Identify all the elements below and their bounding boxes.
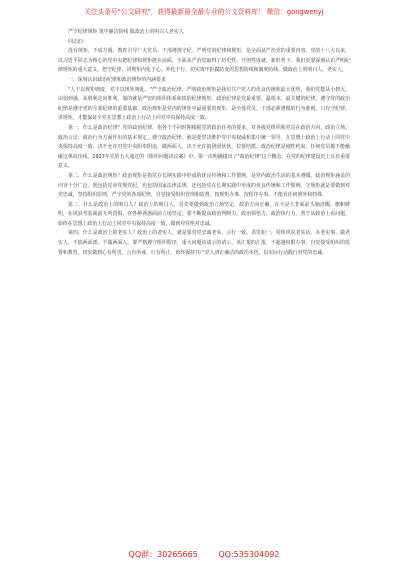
paragraph: 没有规矩，不成方圆。教育引导广大党员、干部遵规守纪，严明党的纪律和规矩，是全面从严治党的重要内容。党的十八大以来，以习近平同志为核心的党中央把纪律和规矩挺在前面，全面从严治党取得了历史性、开创性成就。新形势下，我们更要深刻认识严明纪律规矩的重大意义，把守纪律、讲规矩内化于心、外化于行，切实筑牢拒腐防变的思想防线和制度防线，做政治上的明白人、老实人。 xyxy=(58,48,350,74)
paragraph: "人不以规矩则废，党不以规矩则乱。"严守政治纪律、严明政治规矩是我们共产党人的优良传统和最大优势。我们党能从小到大、由弱到强，从胜利走向胜利，靠的就是严密的组织体系和铁的纪律规矩。政治纪律是党最重要、最根本、最关键的纪律，遵守党的政治纪律是遵守党的全部纪律的重要基础。政治规矩是党内的规矩中最重要的规矩，是全体党员、干部必须遵循的行为准则。只有守纪律、讲规矩，才能保证全党在思想上政治上行动上同党中央保持高度一致。 xyxy=(58,86,350,122)
paragraph: 一、深刻认识政治纪律和政治规矩的内涵要求 xyxy=(68,76,166,83)
paragraph: 第三，什么是政治上的明白人？政治上的明白人，首先要做到政治立场坚定、政治方向正确，在大是大非面前头脑清醒、旗帜鲜明，在风浪考验面前无所畏惧，在各种诱惑面前立场坚定。要不断提高政治判断力、政治领悟力、政治执行力，善于从政治上看问题，始终在思想上政治上行动上同党中央保持高度一致，做到对党绝对忠诚。 xyxy=(58,201,350,227)
document-body xyxy=(58,28,350,258)
footer-qq: QQ:535304092 xyxy=(218,550,280,559)
paragraph: 第四，什么是政治上的老实人？政治上的老实人，就是要对党忠诚老实，言行一致、表里如一，对组织说老实话、办老实事、做老实人，不搞两面派、不做两面人。要严格遵守组织程序，重大问题该请示的请示、该汇报的汇报，不超越权限办事，自觉接受组织的监督和教育，切实做到心有所畏、言有所戒、行有所止，始终保持共产党人清正廉洁的政治本色，以实际行动践行对党的忠诚。 xyxy=(58,230,350,256)
greeting: 同志们： xyxy=(68,38,88,45)
header-banner: 关注头条号"公文研究"，获得最新最全最专业的公文资料库！ 微信：gongwenyj xyxy=(84,8,324,16)
paragraph: 第一，什么是政治纪律？党的政治纪律，指各个不同时期根据党的政治任务的要求，对各级党组织和党员在政治方向、政治立场、政治言论、政治行为方面作出的基本规定。遵守政治纪律，就是要坚决维护党中央权威和集中统一领导，在思想上政治上行动上同党中央保持高度一致，决不允许对党中央阳奉阴违、做两面人，决不允许搞团团伙伙、拉帮结派。政治纪律是刚性约束，任何党员都不能触碰这条高压线。1927年党的五大通过的《组织问题决议案》中，第一次明确提出了"政治纪律"这个概念，在党的纪律建设史上具有重要意义。 xyxy=(58,124,350,170)
paragraph: 第二，什么是政治规矩？政治规矩是指党在长期实践中形成的优良传统和工作惯例，是党内政治生活的基本遵循。政治规矩涵盖的内容十分广泛，既包括党章党规党纪，也包括国家法律法规，还包括党在长期实践中形成的优良传统和工作惯例。守规矩就是要做到对党忠诚，坚持组织原则，严守党的各项纪律，自觉接受组织管理和监督，按规矩办事、按程序办事，不能有任何例外和特殊。 xyxy=(58,172,350,199)
footer-qq-group: QQ群：30265665 xyxy=(128,550,198,559)
document-title: 严守纪律规矩 筑牢廉洁防线 做政治上的明白人老实人 xyxy=(68,29,184,35)
footer xyxy=(0,549,408,560)
